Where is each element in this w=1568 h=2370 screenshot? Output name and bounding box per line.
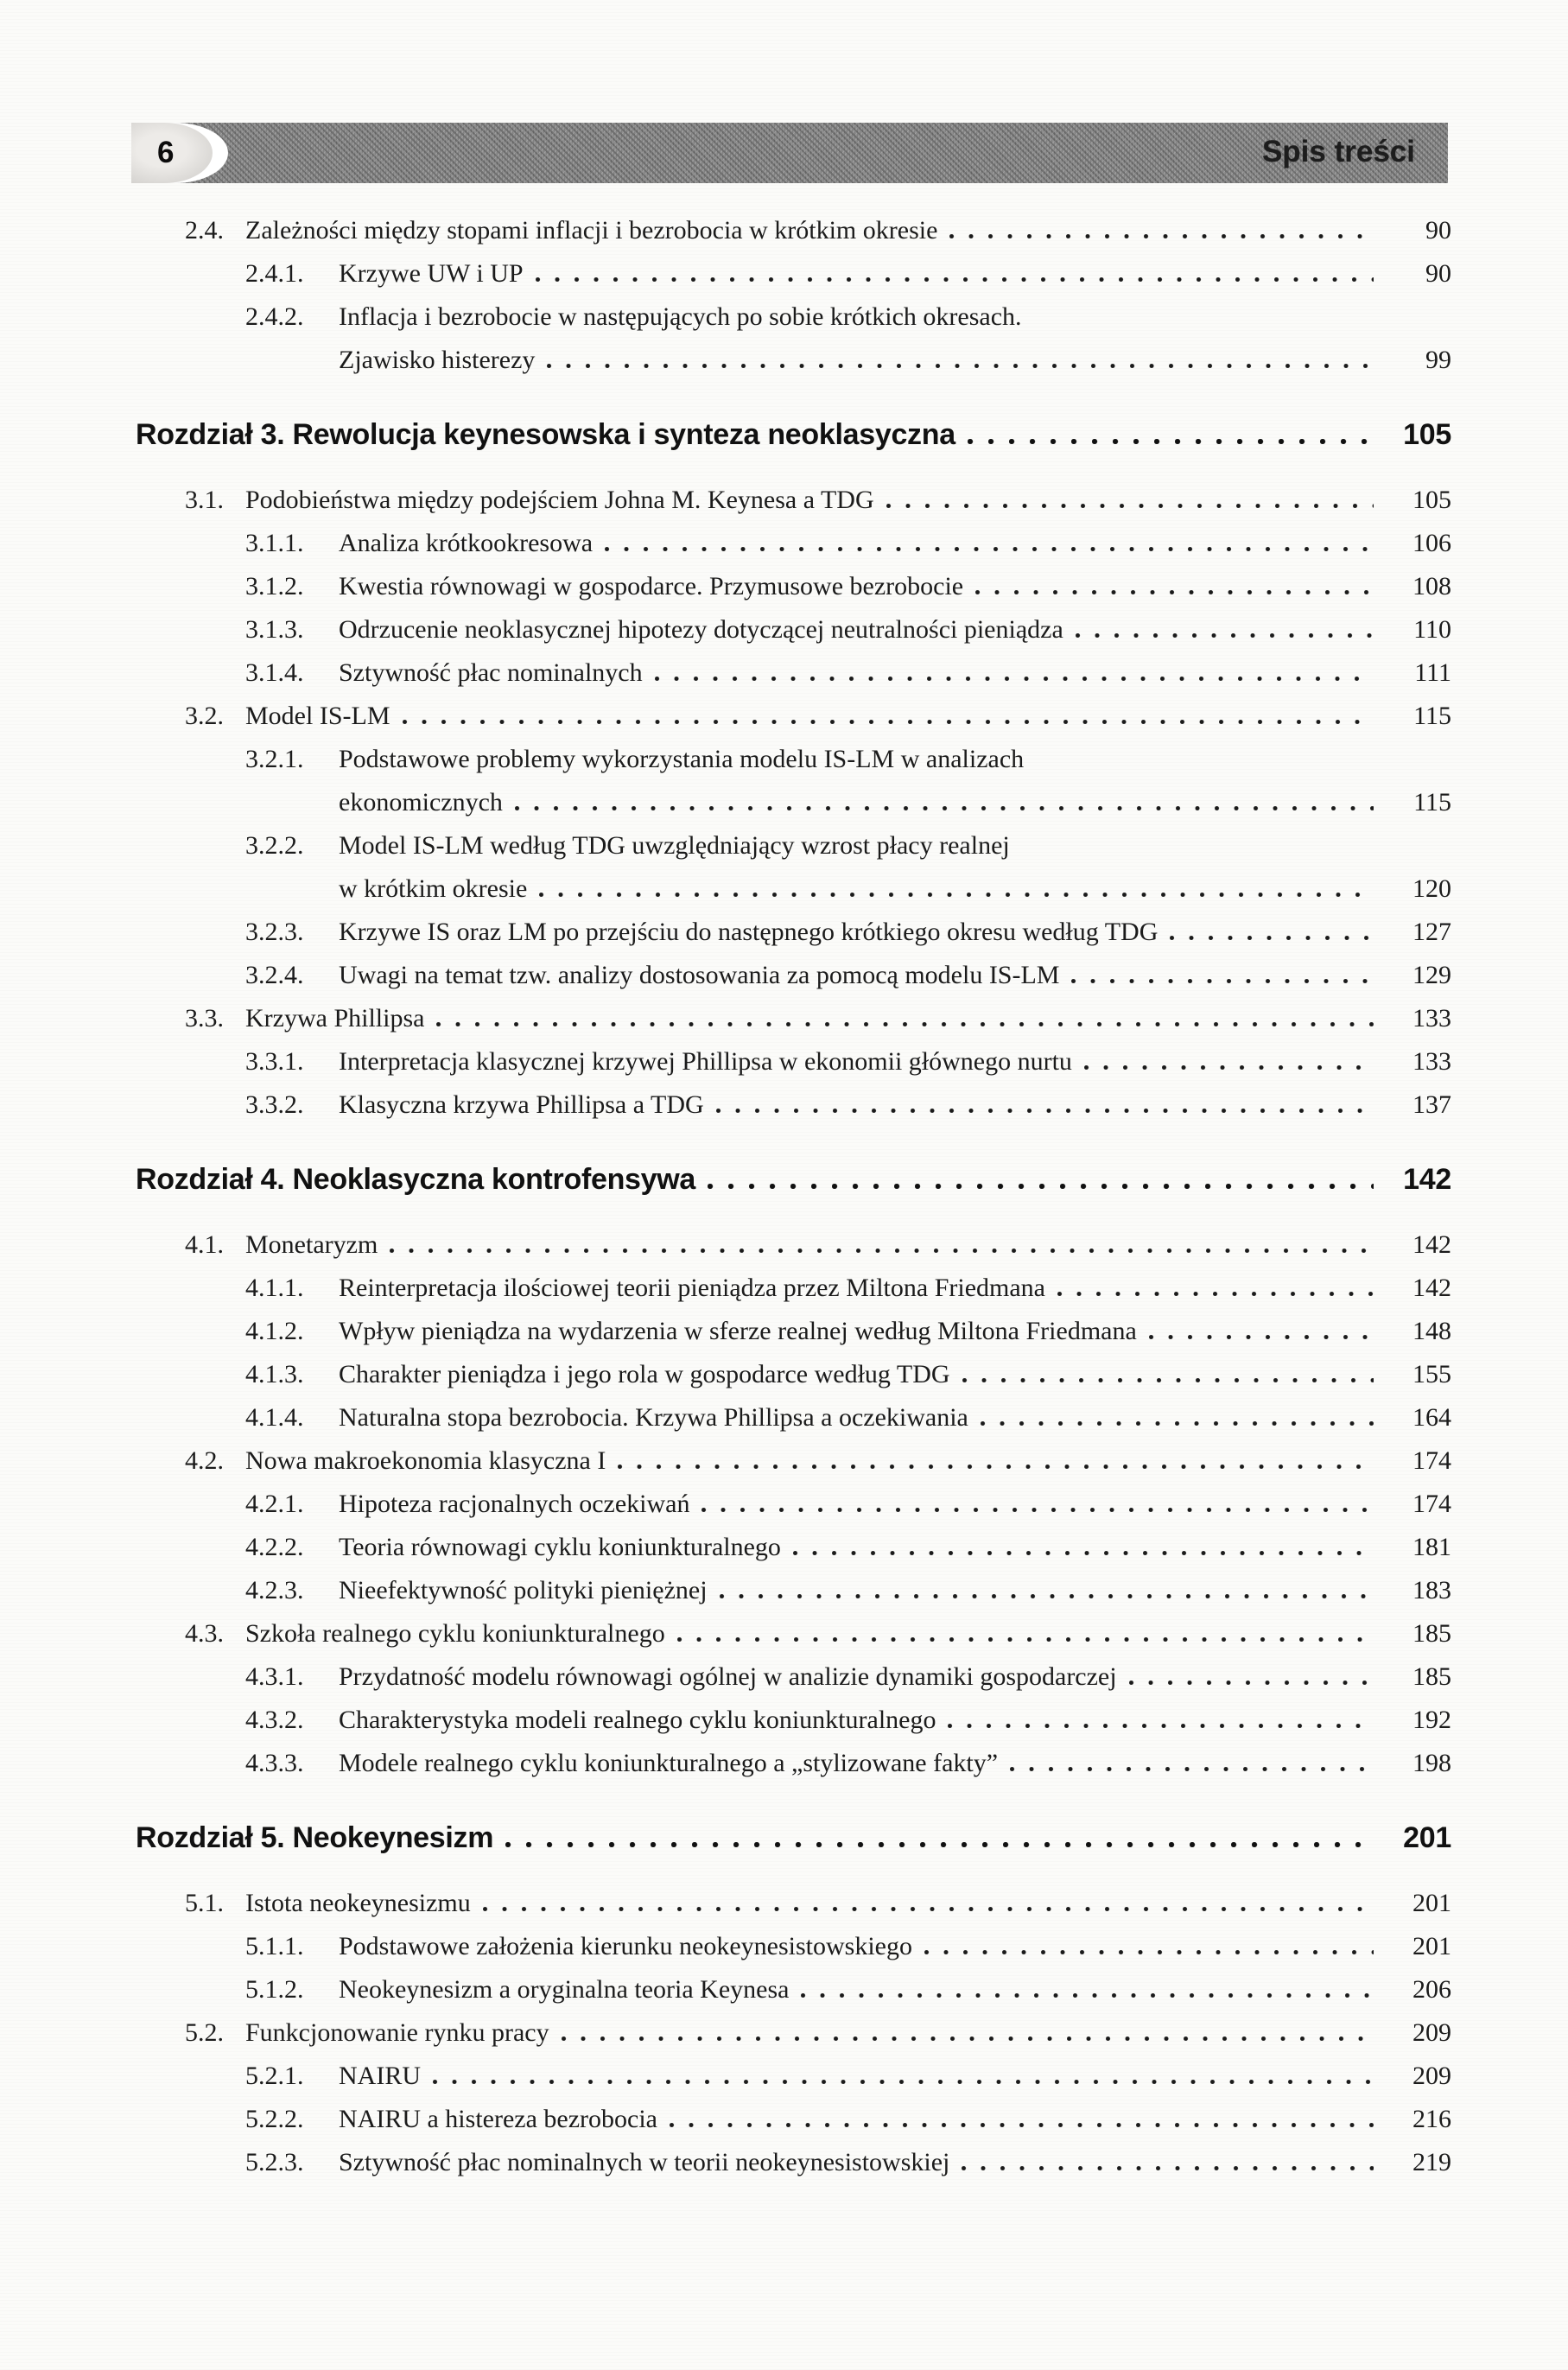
dot-leader [886,504,1374,508]
toc-entry-row [131,873,1451,905]
entry-number: 4.3.3. [245,1749,304,1777]
dot-leader [539,893,1374,897]
entry-title: Sztywność płac nominalnych w teorii neokeynesistowskiej [339,2148,950,2176]
entry-page-number: 142 [1403,1163,1451,1196]
toc-entry-row [131,301,1451,334]
dot-leader [701,1508,1374,1512]
entry-number: 5.2.1. [245,2062,304,2090]
toc-entry-row [131,1401,1451,1434]
dot-leader [1071,979,1374,983]
entry-title: Neokeynesizm a oryginalna teoria Keynesa [339,1975,790,2004]
toc-entry-row [131,1574,1451,1607]
dot-leader [670,2123,1374,2127]
dot-leader [801,1993,1374,1998]
dot-leader [1057,1292,1374,1296]
dot-leader [433,2080,1374,2084]
entry-title: Podstawowe założenia kierunku neokeynesistowskiego [339,1932,912,1960]
entry-number: 4.2.2. [245,1533,304,1561]
entry-title: Istota neokeynesizmu [245,1889,471,1917]
entry-page-number: 181 [1412,1533,1451,1561]
entry-page-number: 142 [1412,1274,1451,1302]
toc-entry-row [131,484,1451,517]
dot-leader [793,1551,1374,1555]
entry-page-number: 99 [1425,346,1451,374]
entry-page-number: 142 [1412,1230,1451,1259]
entry-number: 3.3.1. [245,1047,304,1076]
entry-title: Rozdział 3. Rewolucja keynesowska i synteza neoklasyczna [136,418,955,451]
toc-entry-row [131,257,1451,290]
entry-number: 3.3. [185,1004,224,1033]
dot-leader [1076,633,1374,638]
entry-title: Reinterpretacja ilościowej teorii pieniądza przez Miltona Friedmana [339,1274,1045,1302]
dot-leader [547,364,1374,368]
dot-leader [390,1249,1374,1253]
entry-number: 3.2. [185,702,224,730]
entry-number: 4.1.1. [245,1274,304,1302]
entry-title: Rozdział 5. Neokeynesizm [136,1821,494,1854]
entry-page-number: 201 [1412,1932,1451,1960]
entry-number: 2.4. [185,216,224,245]
toc-chapter-row [131,1163,1451,1196]
entry-title: NAIRU [339,2062,421,2090]
toc-entry-row [131,959,1451,992]
entry-title: Kwestia równowagi w gospodarce. Przymusowe bezrobocie [339,572,964,600]
entry-title: Zależności między stopami inflacji i bezrobocia w krótkim okresie [245,216,938,245]
dot-leader [924,1950,1374,1954]
entry-title: Hipoteza racjonalnych oczekiwań [339,1490,690,1518]
entry-number: 3.1.4. [245,658,304,687]
entry-page-number: 127 [1412,918,1451,946]
entry-title: NAIRU a histereza bezrobocia [339,2105,657,2133]
entry-number: 5.1.2. [245,1975,304,2004]
entry-page-number: 185 [1412,1619,1451,1648]
entry-number: 4.1. [185,1230,224,1259]
toc-entry-row [131,2146,1451,2179]
dot-leader [1010,1767,1374,1771]
entry-title: Podobieństwa między podejściem Johna M. Keynesa a TDG [245,486,874,514]
entry-page-number: 111 [1414,658,1451,687]
entry-page-number: 90 [1425,216,1451,245]
entry-page-number: 105 [1403,418,1451,451]
dot-leader [505,1842,1374,1847]
dot-leader [981,1421,1374,1426]
dot-leader [1129,1681,1374,1685]
toc-entry-row [131,2103,1451,2136]
dot-leader [1149,1335,1374,1339]
entry-title: Sztywność płac nominalnych [339,658,643,687]
page-number-bubble-inner [131,123,213,183]
entry-number: 2.4.2. [245,302,304,331]
entry-page-number: 209 [1412,2062,1451,2090]
entry-title: Model IS-LM [245,702,390,730]
entry-page-number: 209 [1412,2018,1451,2047]
toc-entry-row [131,2017,1451,2049]
entry-page-number: 133 [1412,1047,1451,1076]
entry-page-number: 106 [1412,529,1451,557]
dot-leader [677,1637,1374,1642]
entry-title: Krzywe UW i UP [339,259,524,288]
toc-entry-row [131,916,1451,949]
entry-number: 3.1.2. [245,572,304,600]
toc-list [131,204,1451,2179]
toc-entry-row [131,657,1451,689]
entry-page-number: 216 [1412,2105,1451,2133]
page-title: Spis treści [1261,135,1415,169]
toc-entry-row [131,829,1451,862]
toc-entry-row [131,1930,1451,1963]
entry-title: Szkoła realnego cyklu koniunkturalnego [245,1619,665,1648]
entry-title: Uwagi na temat tzw. analizy dostosowania za pomocą modelu IS-LM [339,961,1060,989]
toc-entry-row [131,1272,1451,1305]
entry-page-number: 206 [1412,1975,1451,2004]
entry-page-number: 105 [1412,486,1451,514]
dot-leader [975,590,1374,594]
dot-leader [948,1724,1374,1728]
entry-number: 4.2.3. [245,1576,304,1604]
toc-entry-row [131,1704,1451,1737]
toc-chapter-row [131,418,1451,451]
toc-entry-row [131,1488,1451,1521]
toc-entry-row [131,700,1451,733]
entry-number: 4.2. [185,1446,224,1475]
entry-number: 4.1.3. [245,1360,304,1388]
entry-title: ekonomicznych [339,788,503,816]
toc-entry-row [131,2060,1451,2093]
dot-leader [618,1465,1374,1469]
entry-number: 4.2.1. [245,1490,304,1518]
entry-number: 5.1.1. [245,1932,304,1960]
entry-number: 3.1. [185,486,224,514]
dot-leader [605,547,1374,551]
entry-number: 4.1.4. [245,1403,304,1432]
dot-leader [716,1109,1374,1113]
dot-leader [436,1022,1374,1026]
entry-title: Krzywa Phillipsa [245,1004,425,1033]
entry-number: 3.1.3. [245,615,304,644]
entry-page-number: 133 [1412,1004,1451,1033]
dot-leader [1170,936,1374,940]
entry-page-number: 115 [1413,702,1451,730]
toc-entry-row [131,344,1451,377]
toc-entry-row [131,1973,1451,2006]
entry-page-number: 219 [1412,2148,1451,2176]
entry-page-number: 174 [1412,1446,1451,1475]
entry-number: 4.3. [185,1619,224,1648]
dot-leader [968,439,1374,444]
entry-title: Krzywe IS oraz LM po przejściu do następnego krótkiego okresu według TDG [339,918,1159,946]
entry-number: 3.2.1. [245,745,304,773]
dot-leader [962,1378,1374,1382]
toc-entry-row [131,1445,1451,1477]
entry-page-number: 183 [1412,1576,1451,1604]
toc-entry-row [131,1887,1451,1920]
entry-title: Naturalna stopa bezrobocia. Krzywa Phillipsa a oczekiwania [339,1403,968,1432]
entry-title: Podstawowe problemy wykorzystania modelu IS-LM w analizach [339,745,1025,773]
entry-title: Teoria równowagi cyklu koniunkturalnego [339,1533,781,1561]
toc-entry-row [131,1661,1451,1693]
dot-leader [403,720,1374,724]
toc-entry-row [131,1531,1451,1564]
entry-title: Monetaryzm [245,1230,378,1259]
entry-page-number: 201 [1412,1889,1451,1917]
entry-number: 3.3.2. [245,1090,304,1119]
entry-title: Rozdział 4. Neoklasyczna kontrofensywa [136,1163,696,1196]
page-header-bar [131,123,1448,183]
toc-entry-row [131,1747,1451,1780]
entry-page-number: 129 [1412,961,1451,989]
entry-page-number: 110 [1413,615,1451,644]
entry-title: Model IS-LM według TDG uwzględniający wzrost płacy realnej [339,831,1010,860]
page-number-bubble [131,123,228,183]
entry-title: Charakterystyka modeli realnego cyklu koniunkturalnego [339,1706,936,1734]
entry-title: Wpływ pieniądza na wydarzenia w sferze realnej według Miltona Friedmana [339,1317,1137,1345]
dot-leader [655,677,1374,681]
entry-title: Analiza krótkookresowa [339,529,594,557]
entry-title: Charakter pieniądza i jego rola w gospodarce według TDG [339,1360,950,1388]
entry-number: 2.4.1. [245,259,304,288]
entry-number: 3.2.4. [245,961,304,989]
entry-page-number: 201 [1403,1821,1451,1854]
toc-entry-row [131,1617,1451,1650]
entry-title: Odrzucenie neoklasycznej hipotezy dotyczącej neutralności pieniądza [339,615,1063,644]
dot-leader [720,1594,1374,1598]
toc-chapter-row [131,1821,1451,1854]
dot-leader [962,2166,1374,2170]
entry-page-number: 120 [1412,874,1451,903]
dot-leader [708,1184,1374,1189]
dot-leader [1084,1065,1374,1070]
entry-number: 4.3.1. [245,1662,304,1691]
dot-leader [949,234,1374,238]
toc-entry-row [131,1002,1451,1035]
entry-number: 5.2.2. [245,2105,304,2133]
entry-page-number: 148 [1412,1317,1451,1345]
page-number: 6 [157,136,175,169]
toc-entry-row [131,1358,1451,1391]
entry-title: Klasyczna krzywa Phillipsa a TDG [339,1090,704,1119]
entry-title: Nieefektywność polityki pieniężnej [339,1576,708,1604]
entry-number: 3.2.2. [245,831,304,860]
entry-page-number: 185 [1412,1662,1451,1691]
entry-page-number: 155 [1412,1360,1451,1388]
entry-title: Przydatność modelu równowagi ogólnej w analizie dynamiki gospodarczej [339,1662,1117,1691]
toc-entry-row [131,1229,1451,1261]
entry-number: 3.2.3. [245,918,304,946]
toc-entry-row [131,570,1451,603]
entry-page-number: 137 [1412,1090,1451,1119]
entry-number: 5.2.3. [245,2148,304,2176]
entry-number: 4.1.2. [245,1317,304,1345]
toc-entry-row [131,1045,1451,1078]
toc-entry-row [131,527,1451,560]
dot-leader [515,806,1374,810]
entry-page-number: 108 [1412,572,1451,600]
entry-title: Funkcjonowanie rynku pracy [245,2018,549,2047]
entry-number: 3.1.1. [245,529,304,557]
toc-entry-row [131,1315,1451,1348]
dot-leader [562,2036,1374,2041]
entry-title: Zjawisko histerezy [339,346,536,374]
dot-leader [483,1907,1374,1911]
entry-title: Nowa makroekonomia klasyczna I [245,1446,606,1475]
toc-entry-row [131,214,1451,247]
toc-entry-row [131,1089,1451,1121]
toc-entry-row [131,743,1451,776]
entry-number: 5.1. [185,1889,224,1917]
entry-page-number: 198 [1412,1749,1451,1777]
entry-title: Interpretacja klasycznej krzywej Phillipsa w ekonomii głównego nurtu [339,1047,1072,1076]
toc-entry-row [131,613,1451,646]
entry-page-number: 90 [1425,259,1451,288]
entry-title: w krótkim okresie [339,874,528,903]
entry-page-number: 192 [1412,1706,1451,1734]
entry-title: Inflacja i bezrobocie w następujących po sobie krótkich okresach. [339,302,1022,331]
entry-number: 4.3.2. [245,1706,304,1734]
entry-number: 5.2. [185,2018,224,2047]
entry-page-number: 115 [1413,788,1451,816]
entry-title: Modele realnego cyklu koniunkturalnego a „stylizowane fakty” [339,1749,999,1777]
dot-leader [536,277,1374,282]
entry-page-number: 174 [1412,1490,1451,1518]
toc-entry-row [131,786,1451,819]
entry-page-number: 164 [1412,1403,1451,1432]
